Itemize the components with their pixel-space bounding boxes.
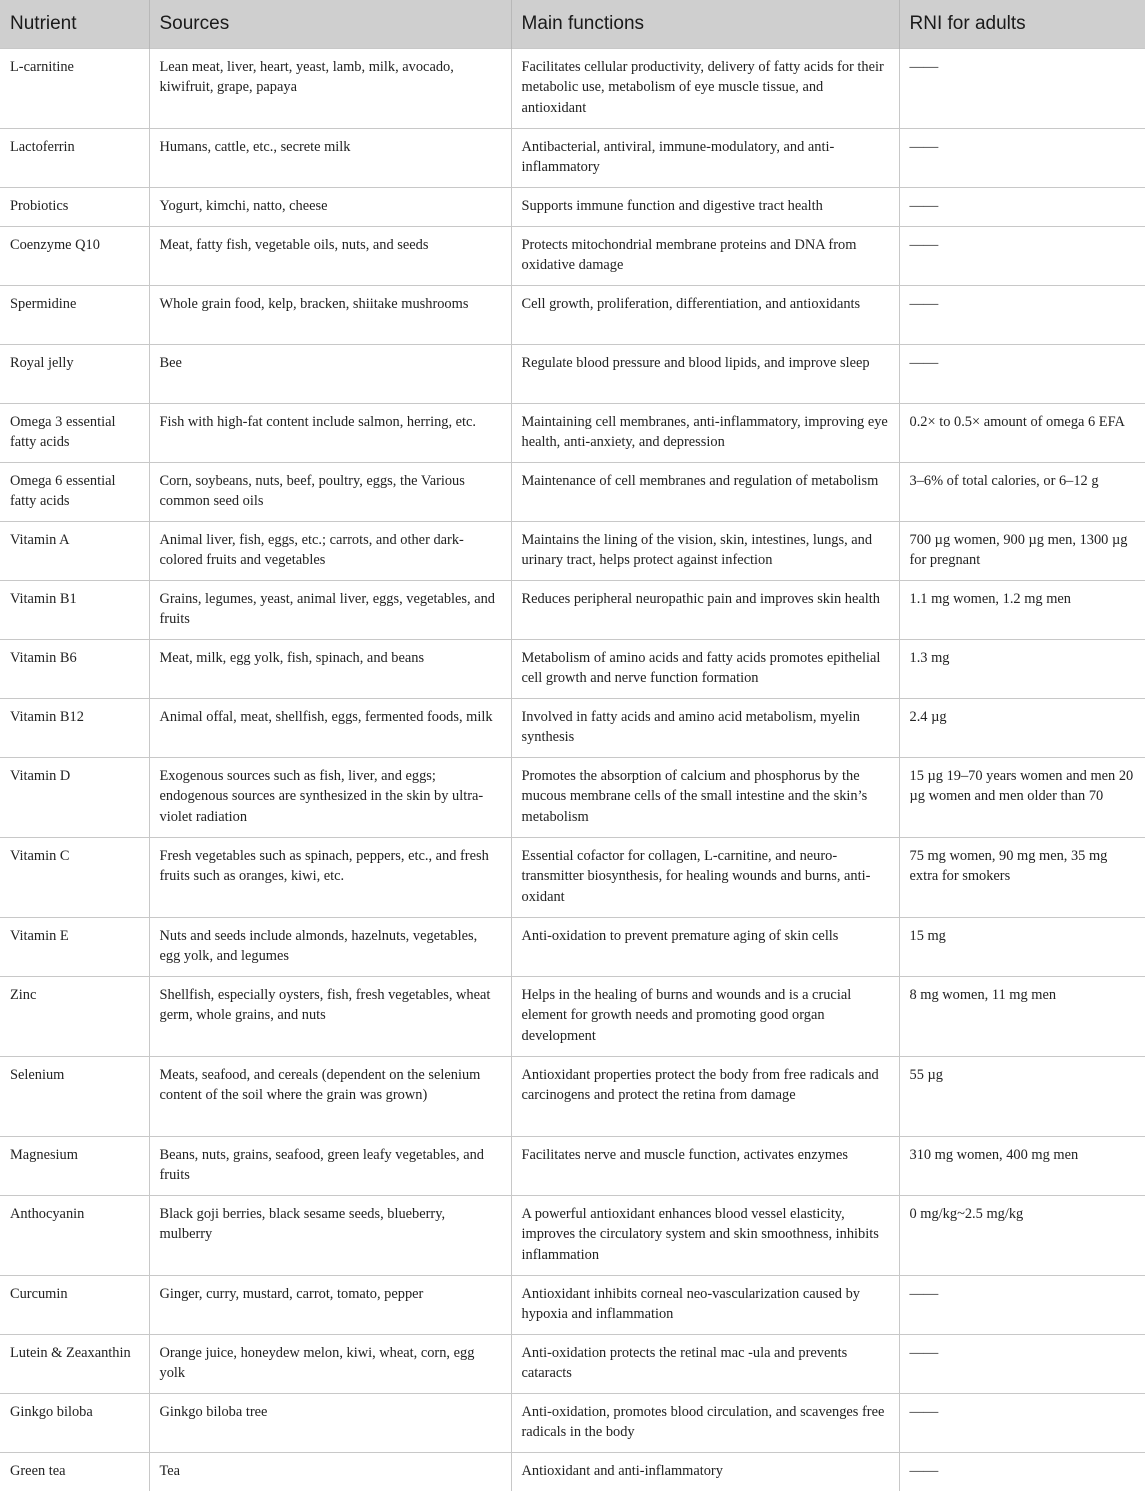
- cell-nutrient: Vitamin D: [0, 757, 149, 837]
- table-row: [0, 639, 1145, 698]
- cell-nutrient: Magnesium: [0, 1136, 149, 1195]
- cell-functions: Anti-oxidation protects the retinal mac -ula and prevents cataracts: [511, 1334, 899, 1393]
- cell-functions: Maintains the lining of the vision, skin, intestines, lungs, and urinary tract, helps protect against infection: [511, 521, 899, 580]
- cell-nutrient: Vitamin B12: [0, 698, 149, 757]
- cell-nutrient: Vitamin B6: [0, 639, 149, 698]
- cell-nutrient: Ginkgo biloba: [0, 1393, 149, 1452]
- table-row: [0, 128, 1145, 187]
- cell-nutrient: Curcumin: [0, 1275, 149, 1334]
- cell-rni: ——: [899, 187, 1145, 226]
- cell-sources: Humans, cattle, etc., secrete milk: [149, 128, 511, 187]
- table-row: [0, 187, 1145, 226]
- cell-sources: Ginkgo biloba tree: [149, 1393, 511, 1452]
- table-row: [0, 757, 1145, 837]
- table-row: [0, 1452, 1145, 1491]
- cell-sources: Orange juice, honeydew melon, kiwi, wheat, corn, egg yolk: [149, 1334, 511, 1393]
- cell-functions: Antioxidant inhibits corneal neo-vascularization caused by hypoxia and inflammation: [511, 1275, 899, 1334]
- cell-sources: Fish with high-fat content include salmon, herring, etc.: [149, 403, 511, 462]
- table-row: [0, 837, 1145, 917]
- cell-rni: ——: [899, 128, 1145, 187]
- cell-nutrient: Lutein & Zeaxanthin: [0, 1334, 149, 1393]
- cell-functions: Cell growth, proliferation, differentiation, and antioxidants: [511, 285, 899, 344]
- cell-sources: Yogurt, kimchi, natto, cheese: [149, 187, 511, 226]
- cell-sources: Exogenous sources such as fish, liver, and eggs; endogenous sources are synthesized in the skin by ultra-violet radiation: [149, 757, 511, 837]
- cell-sources: Corn, soybeans, nuts, beef, poultry, eggs, the Various common seed oils: [149, 462, 511, 521]
- cell-rni: ——: [899, 226, 1145, 285]
- table-body: [0, 48, 1145, 1491]
- cell-rni: 0 mg/kg~2.5 mg/kg: [899, 1195, 1145, 1275]
- cell-functions: Reduces peripheral neuropathic pain and improves skin health: [511, 580, 899, 639]
- cell-nutrient: Coenzyme Q10: [0, 226, 149, 285]
- header-rni: RNI for adults: [899, 0, 1145, 48]
- cell-rni: ——: [899, 1452, 1145, 1491]
- cell-nutrient: Vitamin C: [0, 837, 149, 917]
- cell-functions: Regulate blood pressure and blood lipids, and improve sleep: [511, 344, 899, 403]
- cell-nutrient: Vitamin B1: [0, 580, 149, 639]
- cell-rni: ——: [899, 1334, 1145, 1393]
- table-row: [0, 1136, 1145, 1195]
- cell-nutrient: Vitamin A: [0, 521, 149, 580]
- cell-rni: 310 mg women, 400 mg men: [899, 1136, 1145, 1195]
- cell-nutrient: Probiotics: [0, 187, 149, 226]
- table-row: [0, 917, 1145, 976]
- cell-sources: Animal offal, meat, shellfish, eggs, fermented foods, milk: [149, 698, 511, 757]
- cell-functions: Helps in the healing of burns and wounds and is a crucial element for growth needs and promoting good organ development: [511, 976, 899, 1056]
- cell-sources: Bee: [149, 344, 511, 403]
- cell-functions: Protects mitochondrial membrane proteins and DNA from oxidative damage: [511, 226, 899, 285]
- cell-sources: Tea: [149, 1452, 511, 1491]
- table-row: [0, 976, 1145, 1056]
- cell-sources: Black goji berries, black sesame seeds, blueberry, mulberry: [149, 1195, 511, 1275]
- cell-nutrient: Selenium: [0, 1056, 149, 1136]
- cell-sources: Ginger, curry, mustard, carrot, tomato, pepper: [149, 1275, 511, 1334]
- cell-functions: Antioxidant properties protect the body from free radicals and carcinogens and protect the retina from damage: [511, 1056, 899, 1136]
- header-nutrient: Nutrient: [10, 12, 77, 34]
- table-header: [0, 0, 1145, 48]
- cell-sources: Beans, nuts, grains, seafood, green leafy vegetables, and fruits: [149, 1136, 511, 1195]
- cell-sources: Grains, legumes, yeast, animal liver, eggs, vegetables, and fruits: [149, 580, 511, 639]
- cell-nutrient: L-carnitine: [0, 48, 149, 128]
- table-row: [0, 344, 1145, 403]
- cell-rni: ——: [899, 1393, 1145, 1452]
- header-row: [0, 0, 1145, 48]
- cell-functions: Anti-oxidation to prevent premature aging of skin cells: [511, 917, 899, 976]
- cell-rni: 2.4 µg: [899, 698, 1145, 757]
- cell-sources: Meat, fatty fish, vegetable oils, nuts, and seeds: [149, 226, 511, 285]
- cell-rni: 0.2× to 0.5× amount of omega 6 EFA: [899, 403, 1145, 462]
- cell-functions: Promotes the absorption of calcium and phosphorus by the mucous membrane cells of the small intestine and the skin’s metabolism: [511, 757, 899, 837]
- cell-sources: Shellfish, especially oysters, fish, fresh vegetables, wheat germ, whole grains, and nuts: [149, 976, 511, 1056]
- table-row: [0, 521, 1145, 580]
- cell-rni: ——: [899, 344, 1145, 403]
- cell-nutrient: Lactoferrin: [0, 128, 149, 187]
- cell-functions: Supports immune function and digestive tract health: [511, 187, 899, 226]
- cell-functions: Antioxidant and anti-inflammatory: [511, 1452, 899, 1491]
- header-sources: Sources: [149, 0, 511, 48]
- cell-rni: 15 µg 19–70 years women and men 20 µg women and men older than 70: [899, 757, 1145, 837]
- cell-sources: Meat, milk, egg yolk, fish, spinach, and beans: [149, 639, 511, 698]
- table-row: [0, 1056, 1145, 1136]
- cell-functions: Antibacterial, antiviral, immune-modulatory, and anti-inflammatory: [511, 128, 899, 187]
- cell-functions: Maintaining cell membranes, anti-inflammatory, improving eye health, anti-anxiety, and depression: [511, 403, 899, 462]
- table-row: [0, 698, 1145, 757]
- cell-sources: Lean meat, liver, heart, yeast, lamb, milk, avocado, kiwifruit, grape, papaya: [149, 48, 511, 128]
- cell-functions: Facilitates cellular productivity, delivery of fatty acids for their metabolic use, metabolism of eye muscle tissue, and antioxidant: [511, 48, 899, 128]
- table-row: [0, 226, 1145, 285]
- cell-nutrient: Omega 3 essential fatty acids: [0, 403, 149, 462]
- cell-rni: 8 mg women, 11 mg men: [899, 976, 1145, 1056]
- cell-sources: Meats, seafood, and cereals (dependent on the selenium content of the soil where the grain was grown): [149, 1056, 511, 1136]
- cell-nutrient: Spermidine: [0, 285, 149, 344]
- cell-functions: Metabolism of amino acids and fatty acids promotes epithelial cell growth and nerve function formation: [511, 639, 899, 698]
- cell-sources: Fresh vegetables such as spinach, peppers, etc., and fresh fruits such as oranges, kiwi, etc.: [149, 837, 511, 917]
- cell-rni: 700 µg women, 900 µg men, 1300 µg for pregnant: [899, 521, 1145, 580]
- cell-functions: Facilitates nerve and muscle function, activates enzymes: [511, 1136, 899, 1195]
- cell-nutrient: Vitamin E: [0, 917, 149, 976]
- cell-functions: Involved in fatty acids and amino acid metabolism, myelin synthesis: [511, 698, 899, 757]
- table-row: [0, 580, 1145, 639]
- cell-rni: 1.3 mg: [899, 639, 1145, 698]
- cell-functions: A powerful antioxidant enhances blood vessel elasticity, improves the circulatory system and skin smoothness, inhibits inflammation: [511, 1195, 899, 1275]
- cell-sources: Nuts and seeds include almonds, hazelnuts, vegetables, egg yolk, and legumes: [149, 917, 511, 976]
- cell-nutrient: Anthocyanin: [0, 1195, 149, 1275]
- table-row: [0, 462, 1145, 521]
- cell-rni: 1.1 mg women, 1.2 mg men: [899, 580, 1145, 639]
- header-main-functions: Main functions: [511, 0, 899, 48]
- cell-nutrient: Zinc: [0, 976, 149, 1056]
- cell-rni: ——: [899, 48, 1145, 128]
- cell-rni: 15 mg: [899, 917, 1145, 976]
- cell-functions: Essential cofactor for collagen, L-carnitine, and neuro-transmitter biosynthesis, for healing wounds and burns, anti-oxidant: [511, 837, 899, 917]
- table-row: [0, 403, 1145, 462]
- cell-rni: 55 µg: [899, 1056, 1145, 1136]
- table-row: [0, 1275, 1145, 1334]
- cell-rni: ——: [899, 285, 1145, 344]
- cell-rni: 75 mg women, 90 mg men, 35 mg extra for smokers: [899, 837, 1145, 917]
- cell-nutrient: Green tea: [0, 1452, 149, 1491]
- cell-sources: Whole grain food, kelp, bracken, shiitake mushrooms: [149, 285, 511, 344]
- cell-functions: Anti-oxidation, promotes blood circulation, and scavenges free radicals in the body: [511, 1393, 899, 1452]
- cell-nutrient: Royal jelly: [0, 344, 149, 403]
- table-row: [0, 48, 1145, 128]
- table-row: [0, 1195, 1145, 1275]
- cell-nutrient: Omega 6 essential fatty acids: [0, 462, 149, 521]
- table-row: [0, 1393, 1145, 1452]
- cell-sources: Animal liver, fish, eggs, etc.; carrots, and other dark-colored fruits and vegetables: [149, 521, 511, 580]
- table-row: [0, 1334, 1145, 1393]
- cell-rni: ——: [899, 1275, 1145, 1334]
- cell-rni: 3–6% of total calories, or 6–12 g: [899, 462, 1145, 521]
- table-row: [0, 285, 1145, 344]
- cell-functions: Maintenance of cell membranes and regulation of metabolism: [511, 462, 899, 521]
